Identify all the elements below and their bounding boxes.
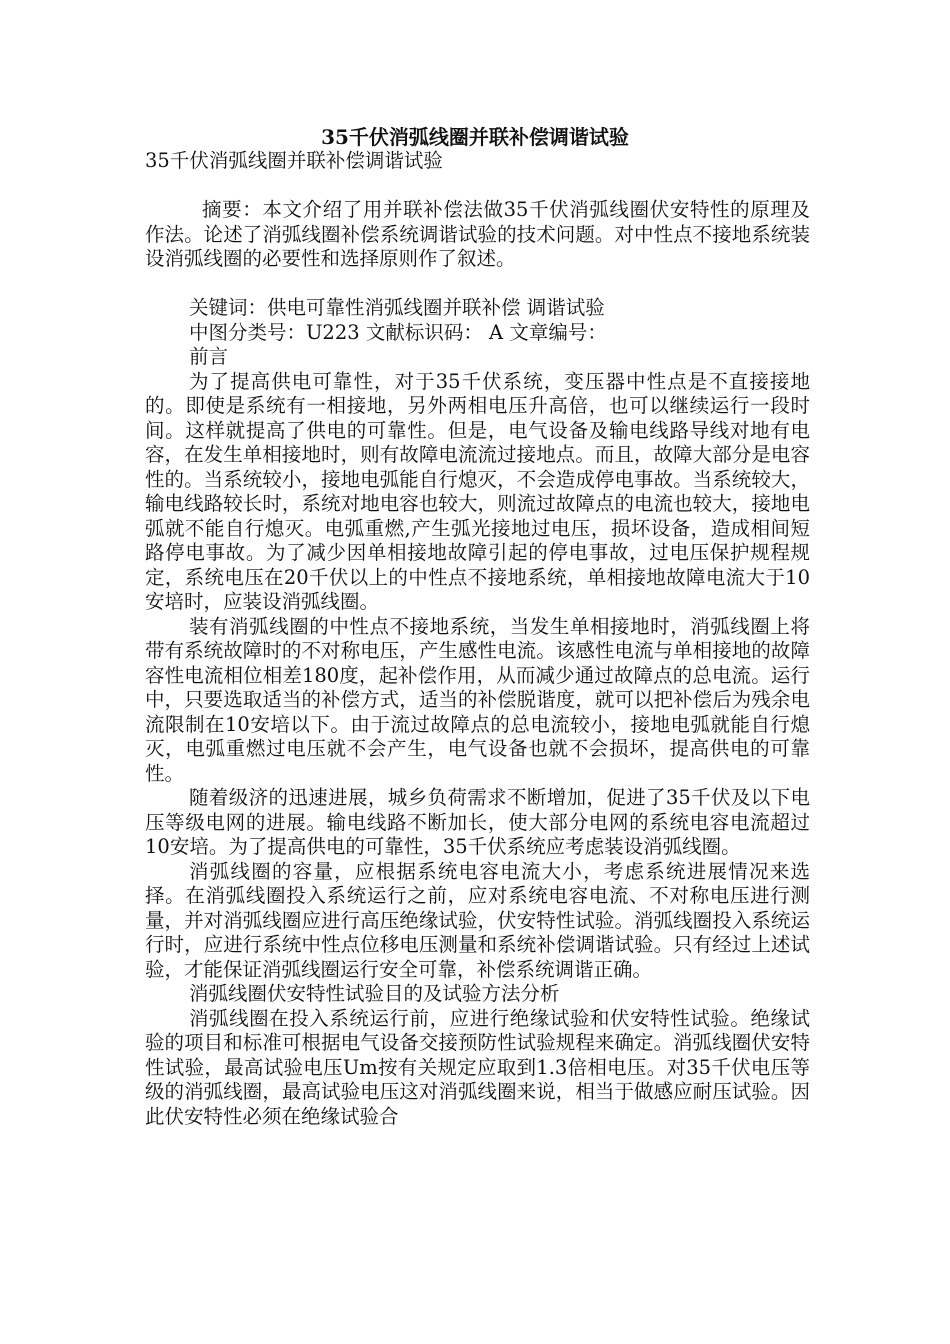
body-paragraph: 消弧线圈的容量，应根据系统电容电流大小，考虑系统进展情况来选择。在消弧线圈投入系统运行之前，应对系统电容电流、不对称电压进行测量，并对消弧线圈应进行高压绝缘试验，伏安特性试验。消弧线圈投入系统运行时，应进行系统中性点位移电压测量和系统补偿调谐试验。只有经过上述试验，才能保证消弧线圈运行安全可靠，补偿系统调谐正确。 (145, 859, 810, 981)
keywords-line: 关键词：供电可靠性消弧线圈并联补偿 调谐试验 (189, 296, 605, 319)
section-heading: 消弧线圈伏安特性试验目的及试验方法分析 (189, 982, 560, 1005)
body-paragraph: 为了提高供电可靠性，对于35千伏系统，变压器中性点是不直接接地的。即使是系统有一相接地，另外两相电压升高倍，也可以继续运行一段时间。这样就提高了供电的可靠性。但是，电气设备及输电线路导线对地有电容，在发生单相接地时，则有故障电流流过接地点。而且，故障大部分是电容性的。当系统较小，接地电弧能自行熄灭，不会造成停电事故。当系统较大，输电线路较长时，系统对地电容也较大，则流过故障点的电流也较大，接地电弧就不能自行熄灭。电弧重燃,产生弧光接地过电压，损坏设备，造成相间短路停电事故。为了减少因单相接地故障引起的停电事故，过电压保护规程规定，系统电压在20千伏以上的中性点不接地系统，单相接地故障电流大于10安培时，应装设消弧线圈。 (145, 369, 810, 613)
section-paragraph: 消弧线圈在投入系统运行前，应进行绝缘试验和伏安特性试验。绝缘试验的项目和标准可根据电气设备交接预防性试验规程来确定。消弧线圈伏安特性试验，最高试验电压Um按有关规定应取到1.3倍相电压。对35千伏电压等级的消弧线圈，最高试验电压这对消弧线圈来说，相当于做感应耐压试验。因此伏安特性必须在绝缘试验合 (145, 1006, 810, 1128)
classification-line: 中图分类号：U223 文献标识码： A 文章编号： (189, 320, 607, 344)
body-paragraph: 装有消弧线圈的中性点不接地系统，当发生单相接地时，消弧线圈上将带有系统故障时的不对称电压，产生感性电流。该感性电流与单相接地的故障容性电流相位相差180度，起补偿作用，从而减少通过故障点的总电流。运行中，只要选取适当的补偿方式，适当的补偿脱谐度，就可以把补偿后为残余电流限制在10安培以下。由于流过故障点的总电流较小，接地电弧就能自行熄灭，电弧重燃过电压就不会产生，电气设备也就不会损坏，提高供电的可靠性。 (145, 614, 810, 785)
document-subtitle: 35千伏消弧线圈并联补偿调谐试验 (145, 149, 443, 172)
document-body (145, 149, 810, 1129)
document-title: 35千伏消弧线圈并联补偿调谐试验 (321, 125, 629, 149)
abstract-paragraph: 摘要：本文介绍了用并联补偿法做35千伏消弧线圈伏安特性的原理及作法。论述了消弧线圈补偿系统调谐试验的技术问题。对中性点不接地系统装设消弧线圈的必要性和选择原则作了叙述。 (145, 198, 810, 270)
body-paragraph: 随着级济的迅速进展，城乡负荷需求不断增加，促进了35千伏及以下电压等级电网的进展。输电线路不断加长，使大部分电网的系统电容电流超过10安培。为了提高供电的可靠性，35千伏系统应考虑装设消弧线圈。 (145, 786, 810, 858)
preface-heading: 前言 (189, 345, 229, 368)
